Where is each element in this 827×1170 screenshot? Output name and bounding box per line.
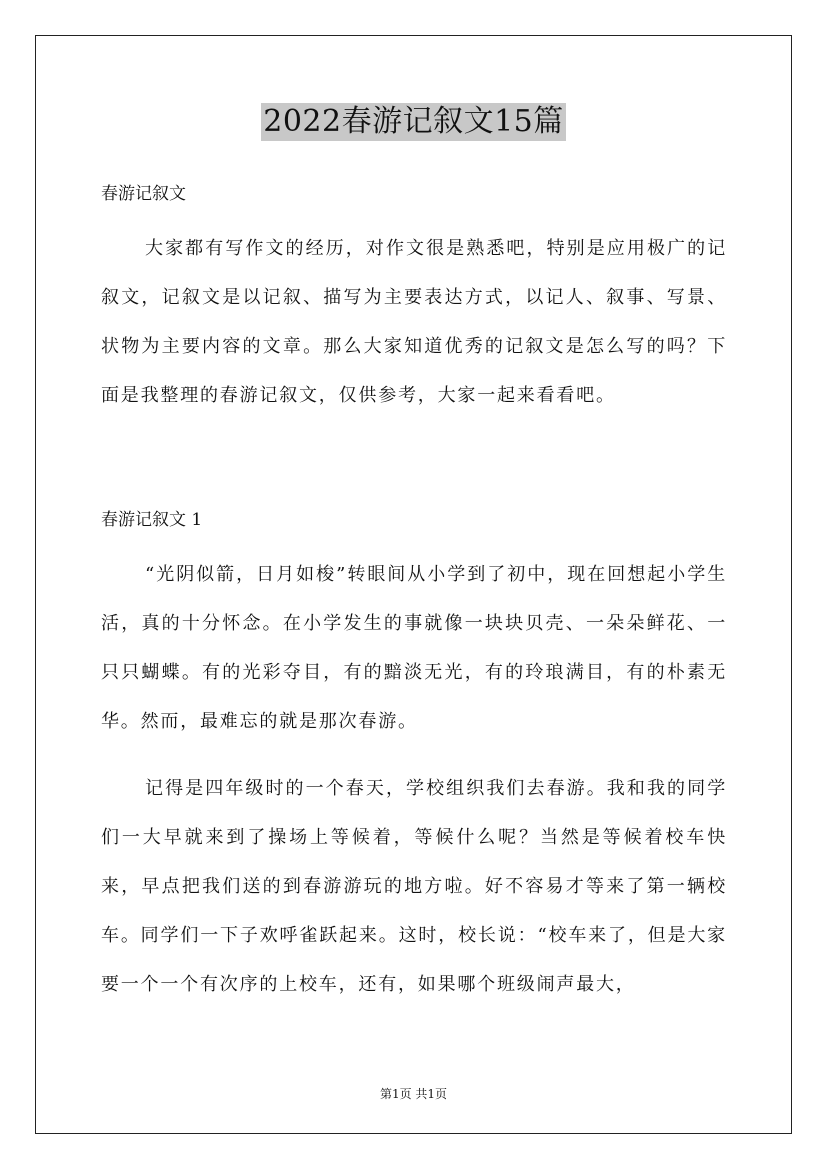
intro-paragraph-text: 大家都有写作文的经历，对作文很是熟悉吧，特别是应用极广的记叙文，记叙文是以记叙、描写为主要表达方式，以记人、叙事、写景、状物为主要内容的文章。那么大家知道优秀的记叙文是怎么写的吗？下面是我整理的春游记叙文，仅供参考，大家一起来看看吧。	[101, 238, 727, 406]
essay1-heading: 春游记叙文 1	[101, 510, 203, 530]
essay1-paragraph-1-text: “光阴似箭，日月如梭”转眼间从小学到了初中，现在回想起小学生活，真的十分怀念。在小学发生的事就像一块块贝壳、一朵朵鲜花、一只只蝴蝶。有的光彩夺目，有的黯淡无光，有的玲琅满目，有的朴素无华。然而，最难忘的就是那次春游。	[101, 564, 727, 732]
essay1-paragraph-2	[101, 764, 727, 1009]
intro-paragraph	[101, 224, 727, 420]
title-container	[0, 103, 827, 141]
essay1-paragraph-1	[101, 550, 727, 746]
page-footer: 第1页 共1页	[379, 1087, 448, 1101]
intro-heading: 春游记叙文	[101, 184, 186, 204]
document-title: 2022春游记叙文15篇	[263, 104, 564, 139]
essay1-paragraph-2-text: 记得是四年级时的一个春天，学校组织我们去春游。我和我的同学们一大早就来到了操场上等候着，等候什么呢？当然是等候着校车快来，早点把我们送的到春游游玩的地方啦。好不容易才等来了第一辆校车。同学们一下子欢呼雀跃起来。这时，校长说：“校车来了，但是大家要一个一个有次序的上校车，还有，如果哪个班级闹声最大，	[101, 778, 727, 995]
